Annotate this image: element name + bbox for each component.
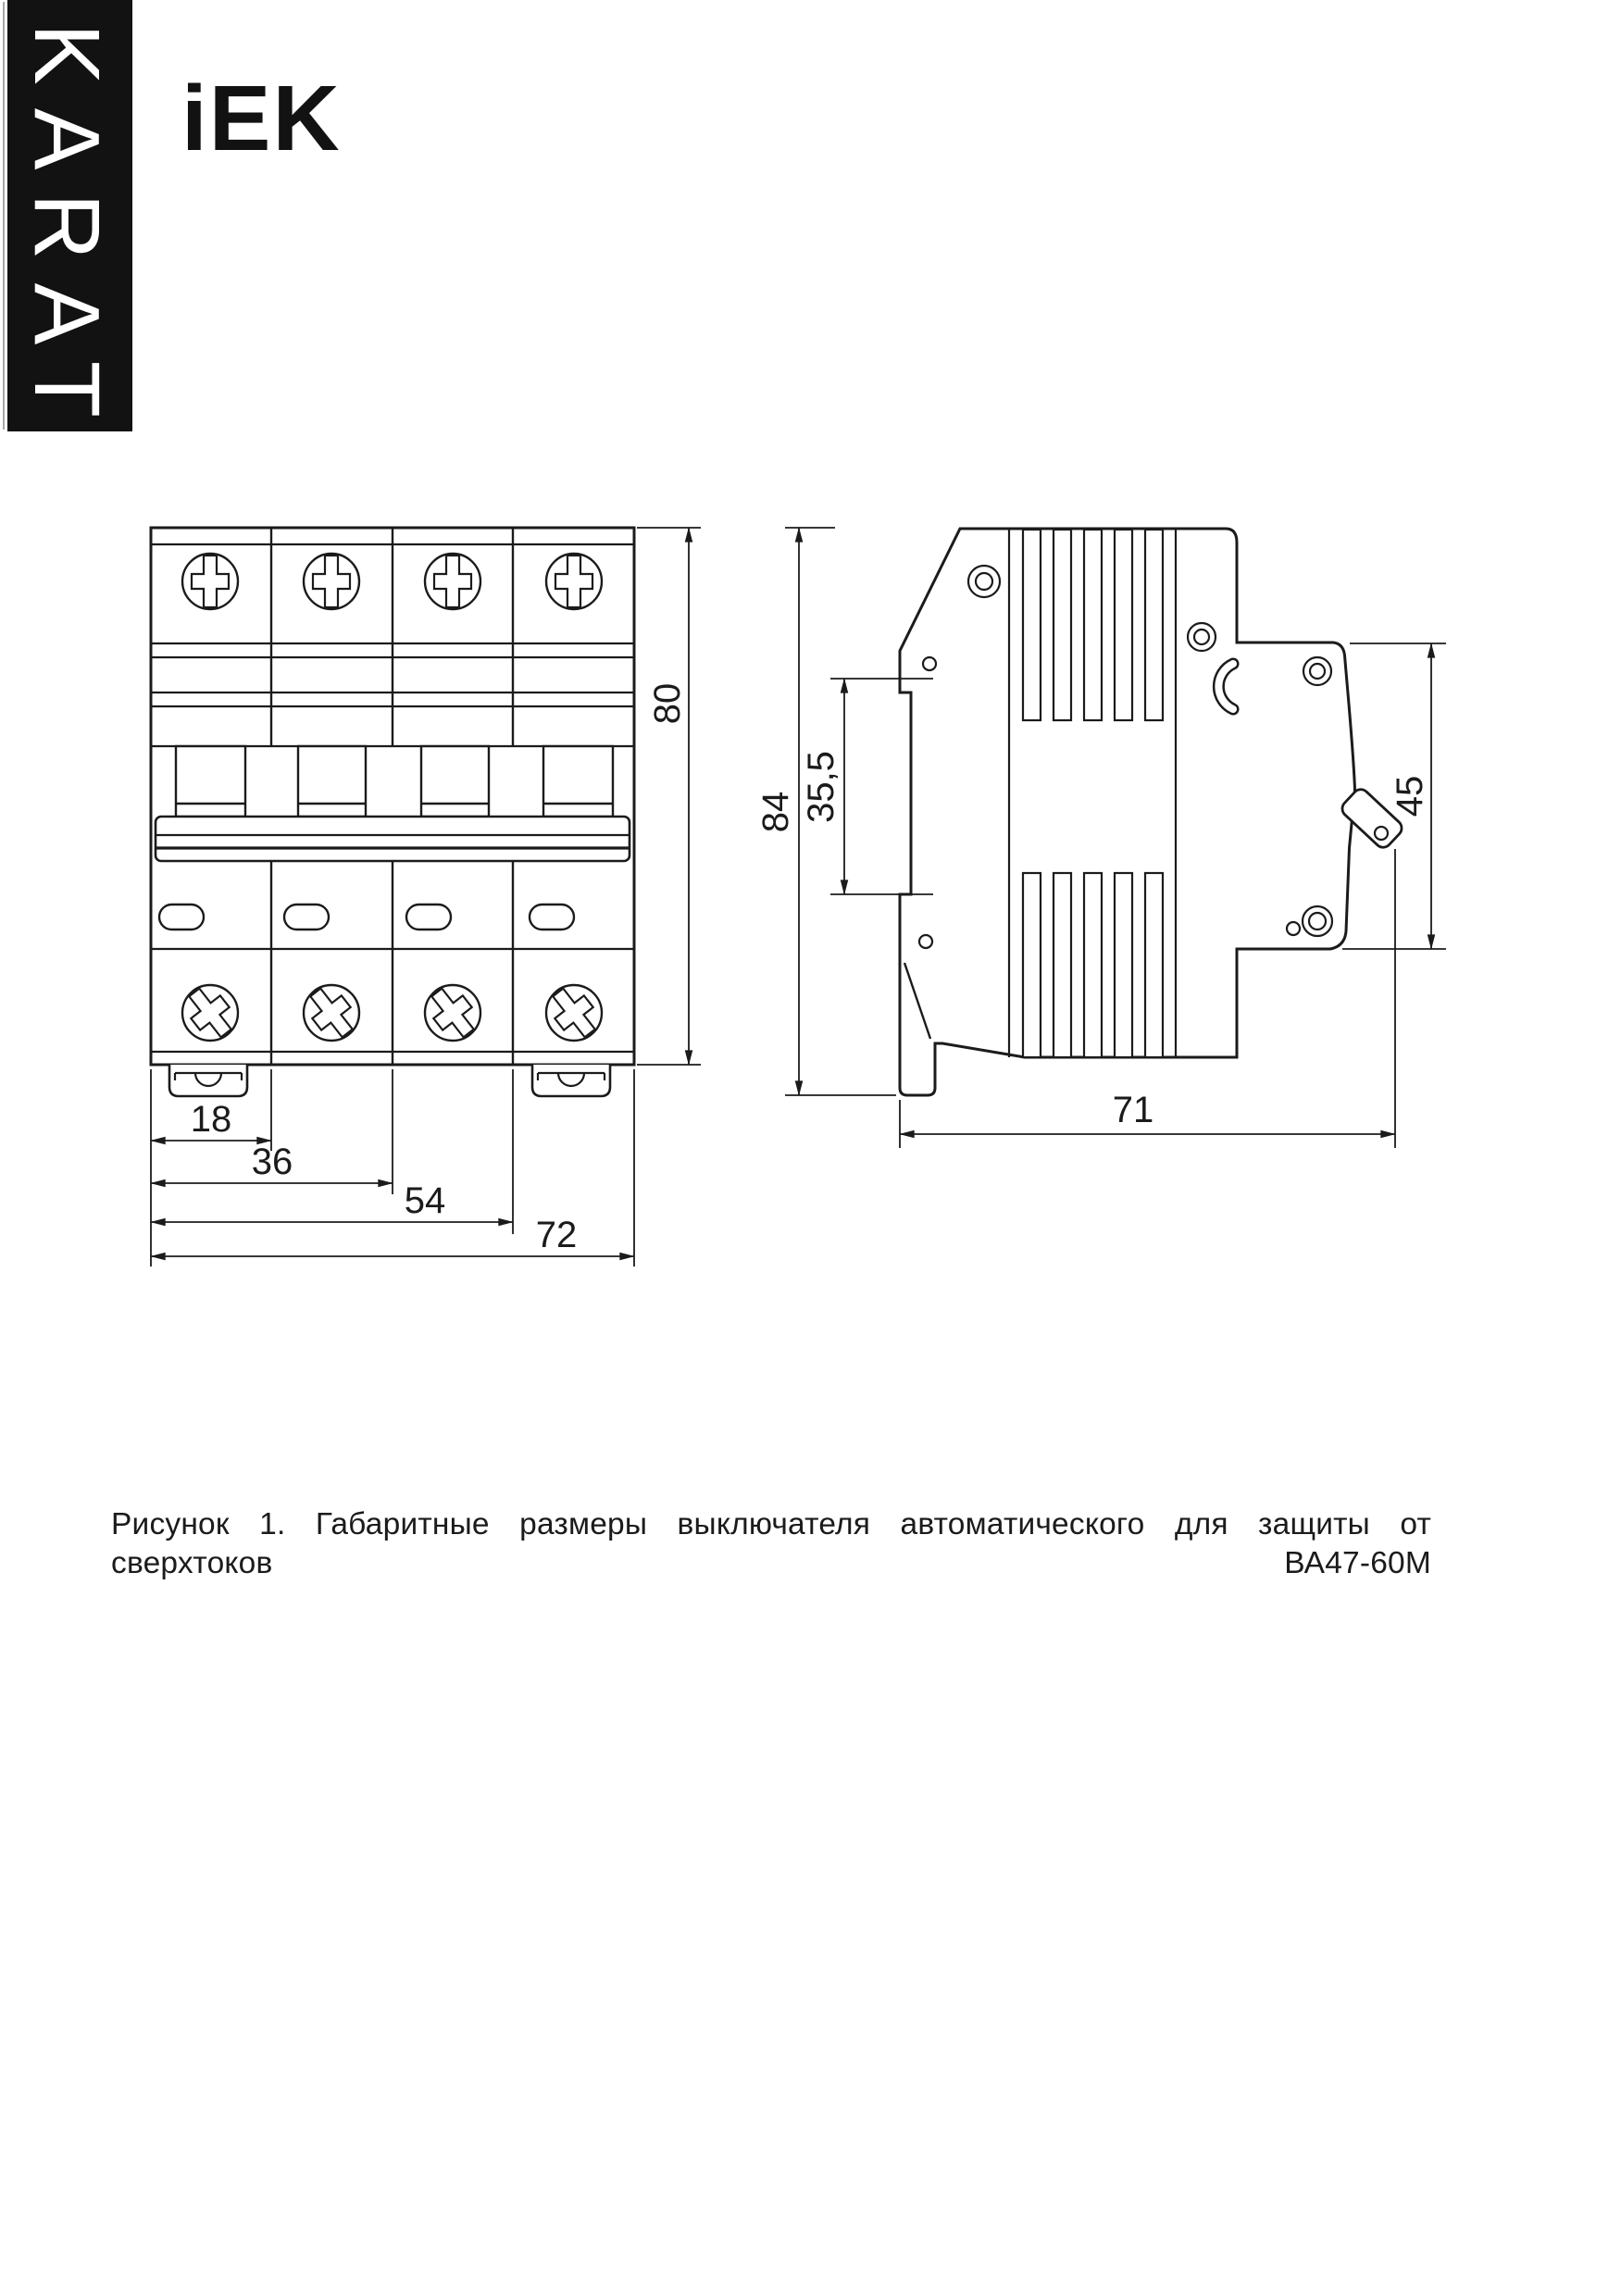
front-view bbox=[151, 528, 701, 1267]
dim-71: 71 bbox=[1112, 1090, 1154, 1130]
dim-80: 80 bbox=[647, 682, 688, 725]
karat-banner bbox=[4, 0, 132, 441]
brand-series-label: KARAT bbox=[15, 23, 118, 441]
dim-72: 72 bbox=[535, 1215, 578, 1255]
figure-caption: Рисунок 1. Габаритные размеры выключателя автоматического для защиты от сверхтоков ВА47-60М bbox=[111, 1507, 1431, 1580]
dim-18: 18 bbox=[190, 1099, 232, 1140]
handle-tie-bar bbox=[156, 817, 630, 861]
side-view bbox=[755, 528, 1446, 1148]
dim-45: 45 bbox=[1390, 775, 1430, 817]
dim-36: 36 bbox=[251, 1142, 293, 1182]
dim-35-5: 35,5 bbox=[801, 751, 842, 823]
dim-84: 84 bbox=[755, 791, 796, 833]
iek-logo: iEK bbox=[181, 67, 342, 170]
din-clips bbox=[169, 1065, 610, 1096]
dim-54: 54 bbox=[404, 1180, 446, 1221]
